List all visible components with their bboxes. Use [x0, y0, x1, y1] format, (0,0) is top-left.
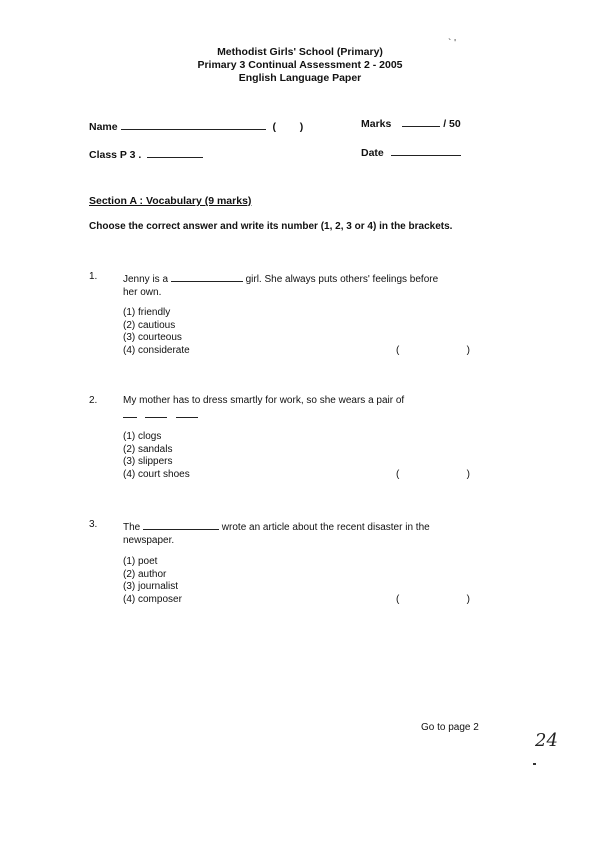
- option-item[interactable]: (3) journalist: [123, 581, 179, 592]
- marks-blank[interactable]: [402, 116, 440, 127]
- section-title: Section A : Vocabulary (9 marks): [89, 195, 252, 207]
- question-text-after: wrote an article about the recent disaster in the: [221, 522, 430, 533]
- answer-blank-row: [123, 405, 198, 423]
- option-list: [123, 556, 182, 606]
- question-number: 1.: [89, 271, 98, 282]
- option-item[interactable]: (2) author: [123, 568, 167, 580]
- option-item[interactable]: (3) courteous: [123, 332, 182, 343]
- assessment-title: Primary 3 Continual Assessment 2 - 2005: [197, 59, 403, 71]
- class-field: [89, 147, 203, 161]
- answer-blank[interactable]: [145, 408, 167, 418]
- marks-field: [361, 116, 461, 130]
- option-item[interactable]: (1) clogs: [123, 431, 162, 442]
- option-item[interactable]: (2) cautious: [123, 319, 176, 331]
- name-blank[interactable]: [121, 119, 266, 130]
- bracket-open: (: [396, 345, 400, 356]
- answer-blank[interactable]: [143, 519, 219, 530]
- marks-total: / 50: [443, 118, 461, 130]
- option-item[interactable]: (1) friendly: [123, 307, 171, 318]
- answer-blank[interactable]: [171, 271, 243, 282]
- register-paren-open: (: [272, 121, 276, 133]
- option-item[interactable]: (4) considerate: [123, 344, 190, 356]
- date-field: [361, 145, 461, 159]
- bracket-close: ): [466, 469, 470, 480]
- option-item[interactable]: (3) slippers: [123, 456, 173, 467]
- option-list: [123, 307, 190, 357]
- option-item[interactable]: (1) poet: [123, 556, 158, 567]
- class-label: Class P 3 .: [89, 149, 142, 161]
- ink-dot: [533, 763, 536, 765]
- question-text-line2: newspaper.: [123, 535, 175, 546]
- answer-blank[interactable]: [176, 408, 198, 418]
- bracket-open: (: [396, 469, 400, 480]
- name-label: Name: [89, 121, 118, 133]
- option-item[interactable]: (2) sandals: [123, 443, 173, 455]
- class-blank[interactable]: [147, 147, 203, 158]
- option-item[interactable]: (4) composer: [123, 593, 182, 605]
- option-item[interactable]: (4) court shoes: [123, 468, 190, 480]
- corner-mark: ` ': [448, 38, 457, 49]
- section-instruction: Choose the correct answer and write its number (1, 2, 3 or 4) in the brackets.: [89, 221, 453, 232]
- bracket-close: ): [466, 345, 470, 356]
- answer-bracket[interactable]: [396, 594, 470, 605]
- next-page-note: Go to page 2: [421, 722, 479, 733]
- question-number: 2.: [89, 395, 98, 406]
- register-paren-close: ): [299, 121, 304, 133]
- marks-label: Marks: [361, 118, 392, 130]
- bracket-open: (: [396, 594, 400, 605]
- date-label: Date: [361, 147, 384, 159]
- question-text: [123, 271, 493, 299]
- question-number: 3.: [89, 519, 98, 530]
- bracket-close: ): [466, 594, 470, 605]
- question-text-after: girl. She always puts others' feelings before: [245, 274, 439, 285]
- question-text-before: The: [123, 522, 141, 533]
- answer-bracket[interactable]: [396, 345, 470, 356]
- question-text: [123, 519, 493, 547]
- answer-bracket[interactable]: [396, 469, 470, 480]
- answer-blank[interactable]: [123, 408, 137, 418]
- paper-title: English Language Paper: [238, 72, 362, 84]
- handwritten-score: 24: [535, 730, 558, 751]
- name-field: [89, 119, 303, 133]
- date-blank[interactable]: [391, 145, 461, 156]
- question-text-before: Jenny is a: [123, 274, 169, 285]
- school-name: Methodist Girls' School (Primary): [217, 46, 383, 58]
- option-list: [123, 431, 190, 481]
- question-text-line2: her own.: [123, 287, 162, 298]
- question-text: My mother has to dress smartly for work, so she wears a pair of: [123, 395, 405, 406]
